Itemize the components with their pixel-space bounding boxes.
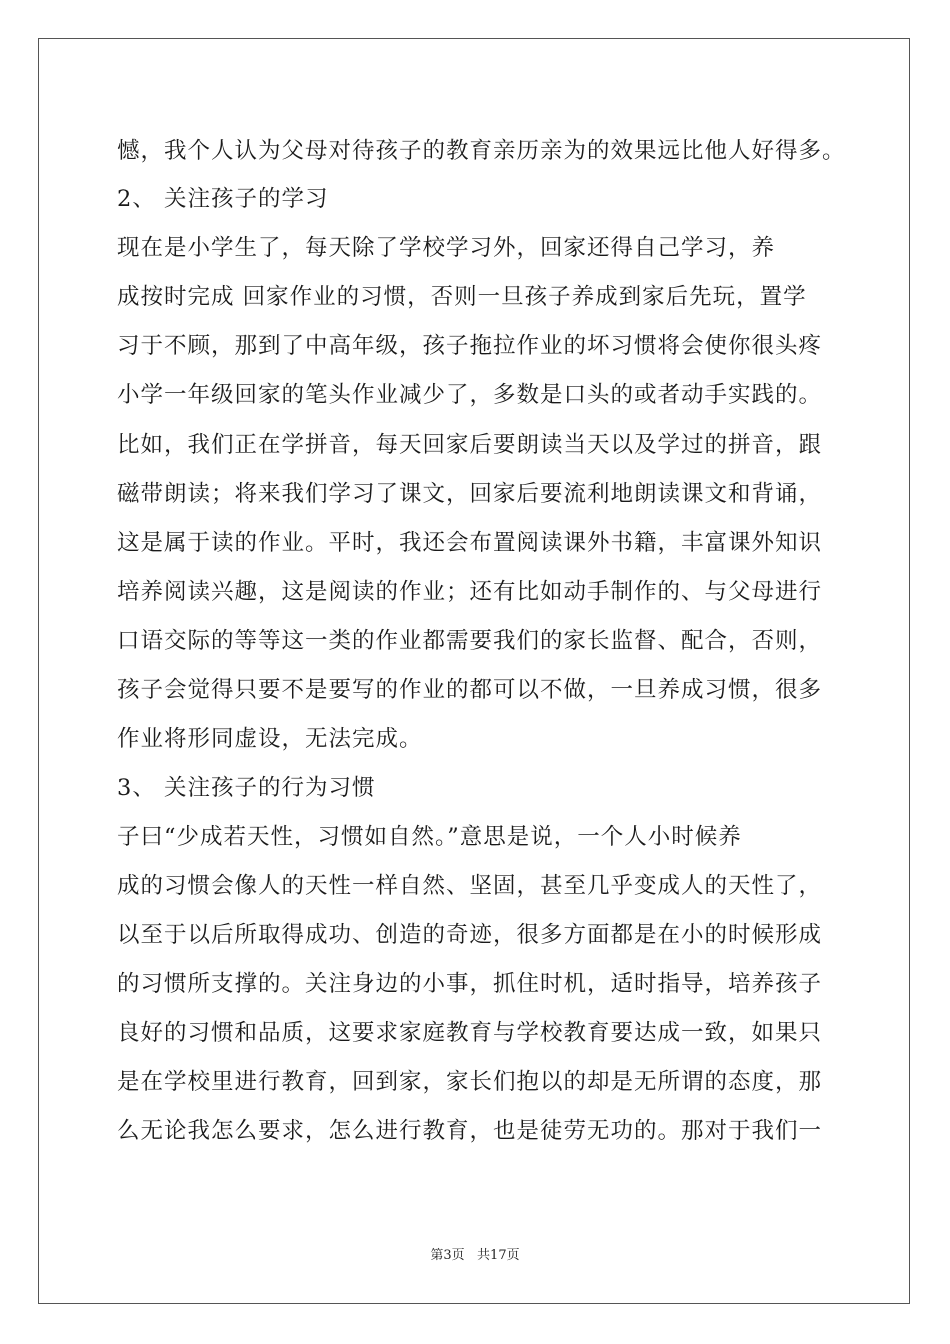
text-line: 口语交际的等等这一类的作业都需要我们的家长监督、配合，否则， xyxy=(117,628,823,654)
section-heading: 3、 关注孩子的行为习惯 xyxy=(117,775,376,801)
text-line: 以至于以后所取得成功、创造的奇迹，很多方面都是在小的时候形成 xyxy=(117,922,823,948)
text-line: 比如，我们正在学拼音，每天回家后要朗读当天以及学过的拼音，跟 xyxy=(117,432,823,458)
page-number-footer: 第3页 共17页 xyxy=(430,1248,520,1263)
text-line: 子曰“少成若天性，习惯如自然。”意思是说，一个人小时候养 xyxy=(117,824,742,850)
text-line: 成的习惯会像人的天性一样自然、坚固，甚至几乎变成人的天性了， xyxy=(117,873,823,899)
text-line: 的习惯所支撑的。关注身边的小事，抓住时机，适时指导，培养孩子 xyxy=(117,971,823,997)
text-line: 么无论我怎么要求，怎么进行教育，也是徒劳无功的。那对于我们一 xyxy=(117,1118,823,1144)
section-heading: 2、 关注孩子的学习 xyxy=(117,186,329,212)
text-line: 作业将形同虚设，无法完成。 xyxy=(117,726,423,752)
text-line: 孩子会觉得只要不是要写的作业的都可以不做，一旦养成习惯，很多 xyxy=(117,677,823,703)
text-line: 磁带朗读；将来我们学习了课文，回家后要流利地朗读课文和背诵， xyxy=(117,481,823,507)
text-line: 成按时完成 回家作业的习惯，否则一旦孩子养成到家后先玩，置学 xyxy=(117,284,807,310)
text-line: 习于不顾，那到了中高年级，孩子拖拉作业的坏习惯将会使你很头疼 xyxy=(117,333,823,359)
text-line: 憾，我个人认为父母对待孩子的教育亲历亲为的效果远比他人好得多。 xyxy=(117,138,846,164)
text-line: 培养阅读兴趣，这是阅读的作业；还有比如动手制作的、与父母进行 xyxy=(117,579,823,605)
text-line: 现在是小学生了，每天除了学校学习外，回家还得自己学习，养 xyxy=(117,235,776,261)
text-line: 良好的习惯和品质，这要求家庭教育与学校教育要达成一致，如果只 xyxy=(117,1020,823,1046)
text-line: 小学一年级回家的笔头作业减少了，多数是口头的或者动手实践的。 xyxy=(117,382,823,408)
page-border xyxy=(38,38,910,1304)
text-line: 是在学校里进行教育，回到家，家长们抱以的却是无所谓的态度，那 xyxy=(117,1069,823,1095)
text-line: 这是属于读的作业。平时，我还会布置阅读课外书籍，丰富课外知识 xyxy=(117,530,823,556)
